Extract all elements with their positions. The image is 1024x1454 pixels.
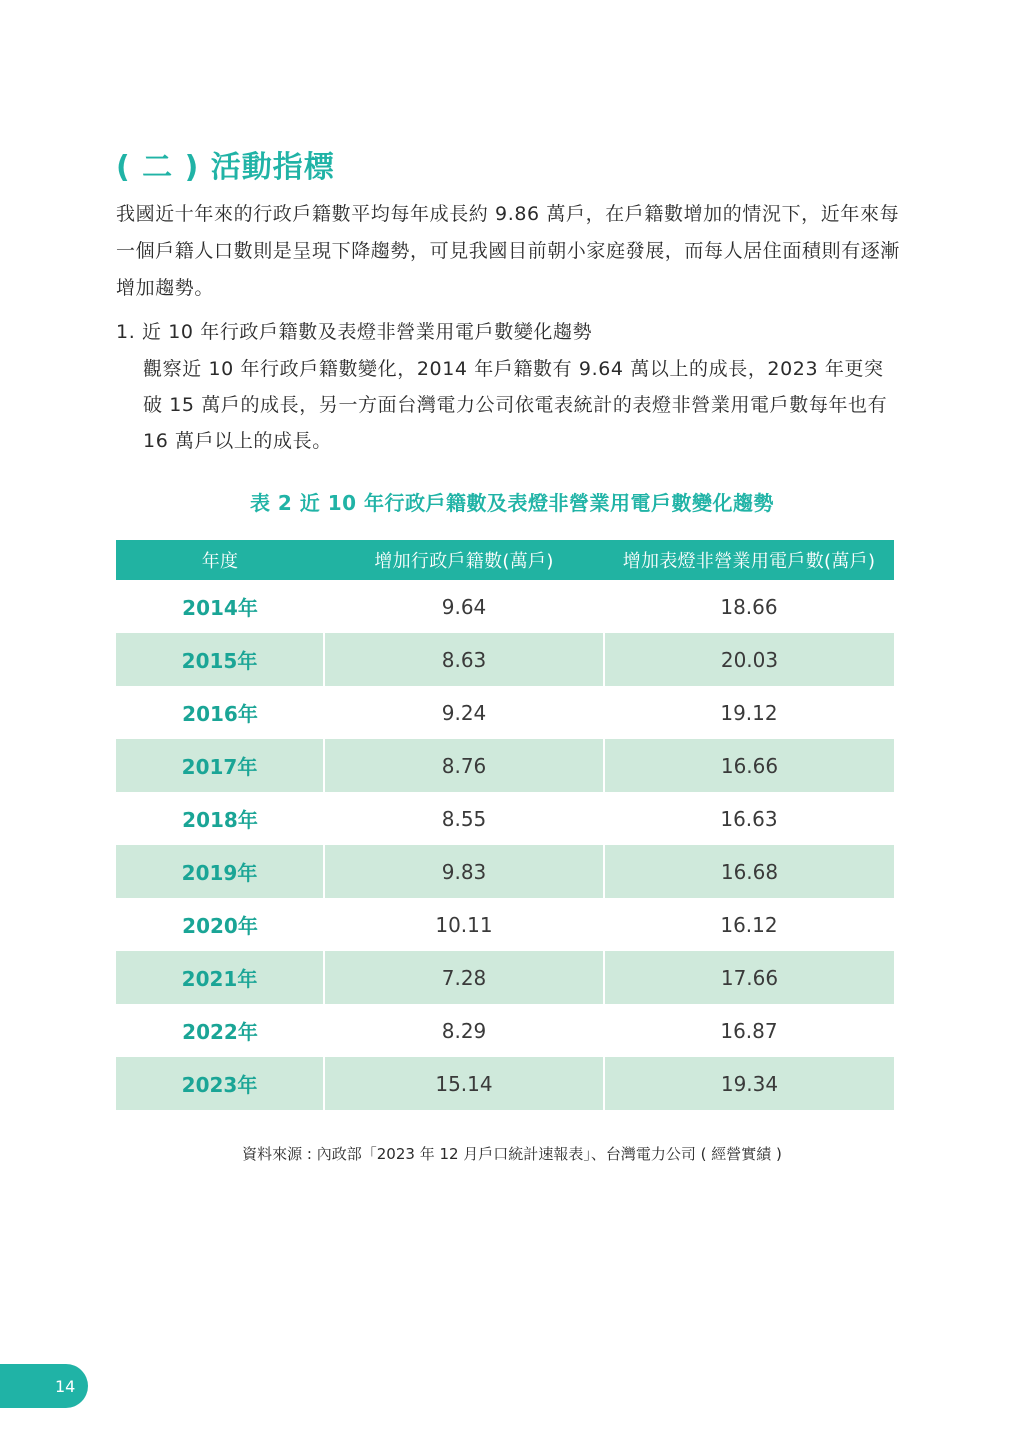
year-cell: 2019年 — [116, 845, 324, 898]
table-row — [116, 633, 894, 686]
data-table — [116, 540, 894, 1110]
table-row — [116, 792, 894, 845]
page-number-tab — [0, 1364, 88, 1408]
year-cell: 2016年 — [182, 702, 258, 726]
household-cell: 7.28 — [324, 951, 604, 1004]
year-cell: 2023年 — [116, 1057, 324, 1110]
electric-cell: 16.12 — [720, 912, 778, 937]
header-year: 年度 — [116, 540, 324, 580]
household-cell: 8.76 — [324, 739, 604, 792]
electric-cell: 16.63 — [720, 806, 778, 831]
section-title: ( 二 ) 活動指標 — [116, 150, 335, 185]
item-heading: 1. 近 10 年行政戶籍數及表燈非營業用電戶數變化趨勢 — [116, 321, 593, 343]
header-electric-increase: 增加表燈非營業用電戶數(萬戶) — [604, 540, 894, 580]
intro-paragraph: 我國近十年來的行政戶籍數平均每年成長約 9.86 萬戶，在戶籍數增加的情況下，近年來每一個戶籍人口數則是呈現下降趨勢，可見我國目前朝小家庭發展，而每人居住面積則有逐漸增加趨勢。 — [116, 203, 901, 299]
electric-cell: 18.66 — [720, 594, 778, 619]
electric-cell: 16.68 — [604, 845, 894, 898]
electric-cell: 17.66 — [604, 951, 894, 1004]
table-row — [116, 739, 894, 792]
table-row — [116, 898, 894, 951]
table-header-row — [116, 540, 894, 580]
table-row — [116, 686, 894, 739]
electric-cell: 19.34 — [604, 1057, 894, 1110]
year-cell: 2018年 — [182, 808, 258, 832]
year-cell: 2022年 — [182, 1020, 258, 1044]
year-cell: 2020年 — [182, 914, 258, 938]
page-number: 14 — [55, 1377, 76, 1396]
table-row — [116, 951, 894, 1004]
household-cell: 10.11 — [435, 912, 493, 937]
table-row — [116, 1057, 894, 1110]
year-cell: 2015年 — [116, 633, 324, 686]
household-cell: 8.29 — [441, 1018, 487, 1043]
electric-cell: 19.12 — [720, 700, 778, 725]
household-cell: 8.63 — [324, 633, 604, 686]
household-cell: 9.64 — [441, 594, 487, 619]
table-row — [116, 845, 894, 898]
electric-cell: 20.03 — [604, 633, 894, 686]
year-cell: 2021年 — [116, 951, 324, 1004]
household-cell: 8.55 — [441, 806, 487, 831]
header-household-increase: 增加行政戶籍數(萬戶) — [324, 540, 604, 580]
table-row — [116, 1004, 894, 1057]
table-caption: 表 2 近 10 年行政戶籍數及表燈非營業用電戶數變化趨勢 — [249, 491, 775, 515]
household-cell: 9.83 — [324, 845, 604, 898]
household-cell: 15.14 — [324, 1057, 604, 1110]
household-cell: 9.24 — [441, 700, 487, 725]
item-body-paragraph: 觀察近 10 年行政戶籍數變化，2014 年戶籍數有 9.64 萬以上的成長，2023 年更突破 15 萬戶的成長，另一方面台灣電力公司依電表統計的表燈非營業用電戶數每年也有 16 萬戶以上的成長。 — [143, 358, 888, 452]
electric-cell: 16.87 — [720, 1018, 778, 1043]
year-cell: 2014年 — [182, 596, 258, 620]
source-note: 資料來源 : 內政部「2023 年 12 月戶口統計速報表」、台灣電力公司 ( 經營實績 ) — [242, 1145, 782, 1163]
year-cell: 2017年 — [116, 739, 324, 792]
table-row — [116, 580, 894, 633]
electric-cell: 16.66 — [604, 739, 894, 792]
